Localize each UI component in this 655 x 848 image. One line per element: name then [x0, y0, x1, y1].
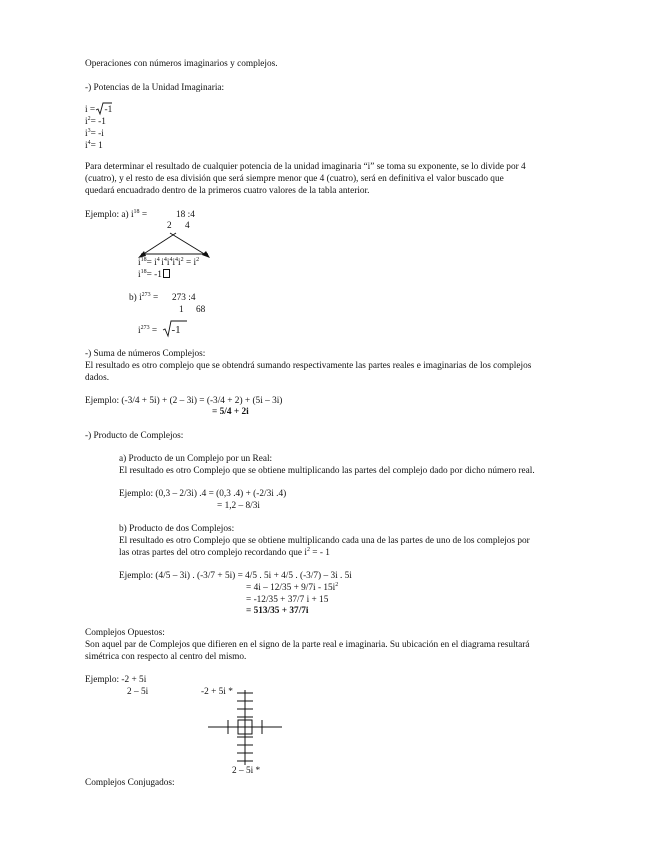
example-b-label: b) $i^{273}$ =	[129, 292, 159, 303]
powers-paragraph-line: quedará encuadrado dentro de la primeros cuatro valores de la tabla anterior.	[85, 186, 370, 196]
expansion-result: $i^{18}= -1$	[138, 269, 170, 281]
sum-paragraph-line: dados.	[85, 373, 110, 383]
opuestos-paragraph-line: Son aquel par de Complejos que difieren en el signo de la parte real e imaginaria. Su ubicación en el diagrama resultará	[85, 640, 530, 650]
product-b-example-result: = 513/35 + 37/7i	[246, 606, 309, 616]
powers-paragraph-line: Para determinar el resultado de cualquier potencia de la unidad imaginaria “i” se toma su exponente, se lo divide por 4	[85, 162, 526, 172]
product-b-example-line: = -12/35 + 37/7 i + 15	[246, 595, 329, 605]
product-heading: -) Producto de Complejos:	[85, 431, 184, 441]
division-dividend: 273 :4	[172, 293, 196, 303]
power-eq: =	[87, 105, 98, 115]
powers-paragraph-line: (cuatro), y el resto de esa división que será siempre menor que 4 (cuatro), será en definitiva el valor buscado que	[85, 174, 504, 184]
power-eq: = -i	[90, 129, 104, 139]
power-base: i	[85, 105, 88, 115]
conjugados-heading: Complejos Conjugados:	[85, 778, 175, 788]
power-eq: = -1	[90, 117, 106, 127]
example-a-label: Ejemplo: a) $i^{18}$ =	[85, 209, 148, 220]
document-title: Operaciones con números imaginarios y complejos.	[85, 59, 278, 69]
product-b-example-line: Ejemplo: (4/5 – 3i) . (-3/7 + 5i) = 4/5 . 5i + 4/5 . (-3/7) – 3i . 5i	[119, 571, 352, 581]
power-base: i	[85, 141, 88, 151]
product-b-paragraph-line: las otras partes del otro complejo recordando que $i^2$ = - 1	[119, 547, 330, 558]
division-remainder: 1	[179, 305, 184, 315]
power-base: i	[85, 129, 88, 139]
product-b-paragraph-line: El resultado es otro Complejo que se obtiene multiplicando cada una de las partes de uno de los complejos por	[119, 536, 530, 546]
power-exponent: 3	[87, 128, 91, 134]
powers-heading: -) Potencias de la Unidad Imaginaria:	[85, 83, 225, 93]
division-dividend: 18 :4	[176, 210, 195, 220]
opuestos-paragraph-line: simétrica con respecto al centro del mismo.	[85, 652, 247, 662]
power-exponent: 4	[87, 140, 91, 146]
product-b-title: b) Producto de dos Complejos:	[119, 524, 235, 534]
power-exponent: 2	[87, 116, 91, 122]
sum-heading: -) Suma de números Complejos:	[85, 349, 206, 359]
opuestos-example-line: 2 – 5i	[127, 687, 149, 697]
product-a-example-line: Ejemplo: (0,3 – 2/3i) .4 = (0,3 .4) + (-2/3i .4)	[119, 489, 287, 499]
sum-example-result: = 5/4 + 2i	[212, 407, 249, 417]
opuestos-example-label: Ejemplo: -2 + 5i	[85, 675, 147, 685]
diagram-bottom-label: 2 – 5i *	[232, 766, 261, 776]
diagram-top-label: -2 + 5i *	[201, 687, 233, 697]
division-quotient: 68	[196, 305, 206, 315]
product-a-title: a) Producto de un Complejo por un Real:	[119, 454, 273, 464]
division-remainder: 2	[167, 221, 172, 231]
sum-example-line: Ejemplo: (-3/4 + 5i) + (2 – 3i) = (-3/4 + 2) + (5i – 3i)	[85, 396, 283, 406]
power-eq: = 1	[90, 141, 103, 151]
sqrt-radicand: -1	[104, 105, 113, 115]
sqrt-radicand: -1	[171, 324, 181, 336]
example-b-result: $i^{273}$ = -1	[138, 324, 181, 337]
expansion-line: $i^{18}= i^4$ $i^4i^4i^4i^2 = i^2$	[138, 257, 200, 268]
product-b-example-line: = $4i - 12/35 + 9/7i - 15i^2$	[246, 582, 339, 593]
product-a-example-result: = 1,2 – 8/3i	[217, 501, 260, 511]
power-base: i	[85, 117, 88, 127]
opuestos-heading: Complejos Opuestos:	[85, 628, 165, 638]
product-a-paragraph: El resultado es otro Complejo que se obtiene multiplicando las partes del complejo dado por dicho número real.	[119, 466, 535, 476]
sum-paragraph-line: El resultado es otro complejo que se obtendrá sumando respectivamente las partes reales e imaginarias de los complejos	[85, 361, 532, 371]
division-quotient: 4	[185, 221, 190, 231]
